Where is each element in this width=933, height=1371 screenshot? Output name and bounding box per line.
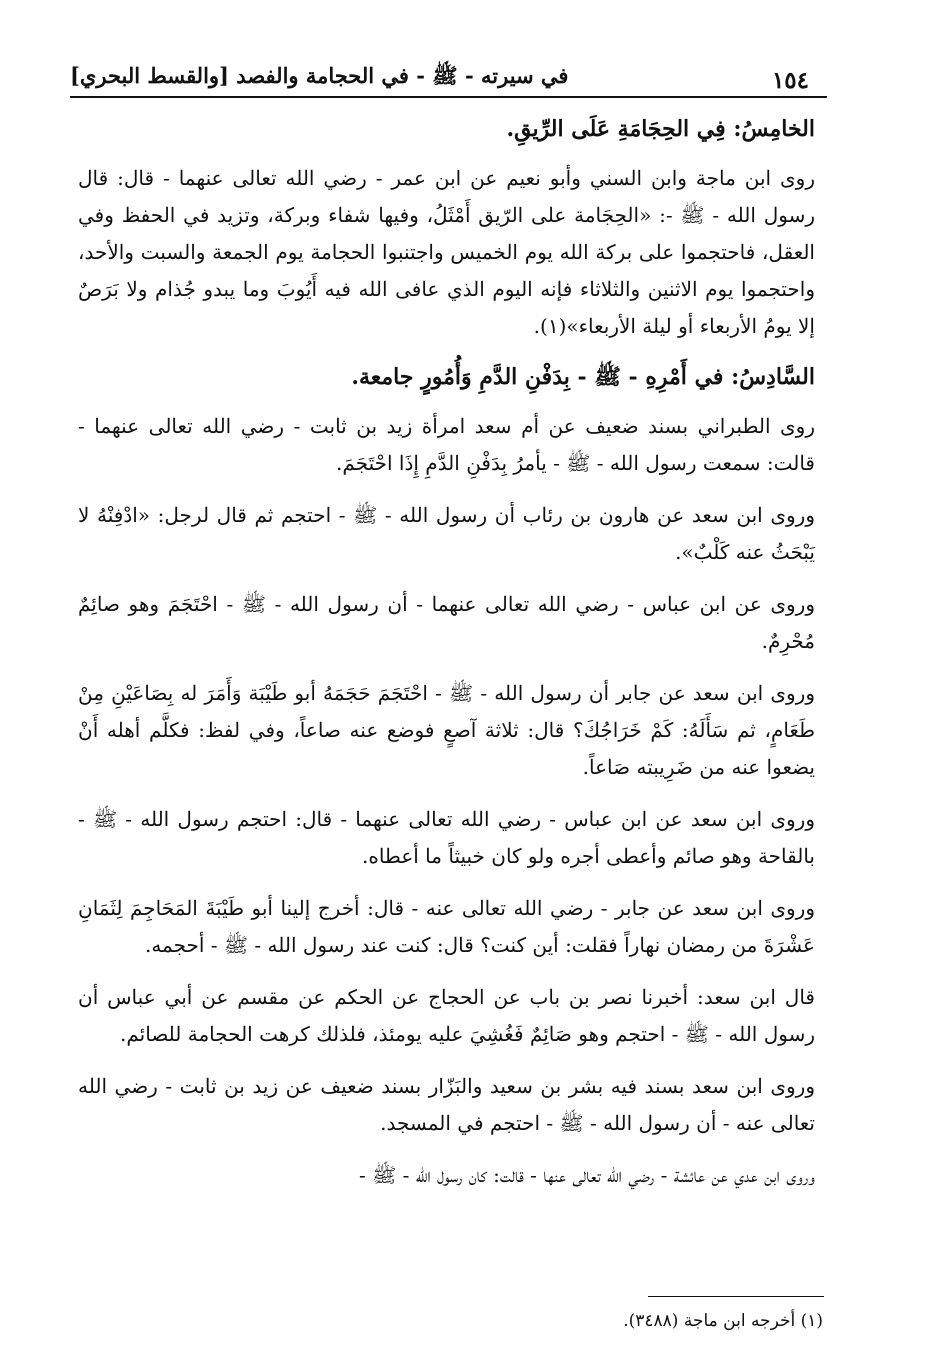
running-title: في سيرته - ﷺ - في الحجامة والفصد [والقسط البحري] bbox=[70, 63, 569, 88]
page-number: ١٥٤ bbox=[771, 67, 809, 94]
paragraph: قال ابن سعد: أخبرنا نصر بن باب عن الحجاج عن الحكم عن مقسم عن أبي عباس أن رسول الله - ﷺ - احتجم وهو صَائِمٌ فَغُشِيَ عليه يومئذ، فلذلك كرهت الحجامة للصائم. bbox=[78, 985, 815, 1046]
paragraph: روى ابن ماجة وابن السني وأبو نعيم عن ابن عمر - رضي الله تعالى عنهما - قال: قال رسول الله - ﷺ -: «الحِجَامة على الرّيق أَمْثَلُ، وفيها شفاء وبركة، وتزيد في الحفظ وفي العقل، فاحتجموا على بركة الله يوم الخميس واجتنبوا الحجامة يوم الجمعة والسبت والأحد، واحتجموا يوم الاثنين والثلاثاء فإنه اليوم الذي عافى الله فيه أَيُوبَ وما يبدو جُذام ولا بَرَصٌ إلا يومُ الأربعاء أو ليلة الأربعاء»(١). bbox=[78, 166, 815, 338]
paragraph: وروى عن ابن عباس - رضي الله تعالى عنهما - أن رسول الله - ﷺ - احْتَجَمَ وهو صائِمٌ مُحْرِمٌ. bbox=[78, 592, 815, 653]
paragraph: وروى ابن سعد بسند فيه بشر بن سعيد والبَزّار بسند ضعيف عن زيد بن ثابت - رضي الله تعالى عنه - أن رسول الله - ﷺ - احتجم في المسجد. bbox=[78, 1074, 815, 1135]
footnote-rule bbox=[648, 1296, 824, 1297]
page-header bbox=[70, 54, 823, 94]
paragraph: وروى ابن سعد عن جابر - رضي الله تعالى عنه - قال: أخرج إلينا أبو طَيْبَةَ المَحَاجِمَ لِثَمَانِ عَشْرَةَ من رمضان نهاراً فقلت: أين كنت؟ قال: كنت عند رسول الله - ﷺ - أحجمه. bbox=[78, 896, 816, 957]
section-heading-sixth: السَّادِسُ: في أَمْرِهِ - ﷺ - بِدَفْنِ الدَّمِ وَأُمُورٍ جامعة. bbox=[351, 364, 815, 390]
paragraph: وروى ابن سعد عن جابر أن رسول الله - ﷺ - احْتَجَمَ حَجَمَهُ أبو طَيْبَة وَأَمَرَ له بِصَاعَيْنِ مِنْ طَعَامٍ، ثم سَأَلَهُ: كَمْ خَرَاجُكَ؟ قال: ثلاثة آصعٍ فوضع عنه صاعاً، وفي لفظ: فكلَّم أهله أَنْ يضعوا عنه من ضَرِيبته صَاعاً. bbox=[78, 681, 815, 779]
main-text bbox=[78, 100, 815, 1209]
header-rule bbox=[70, 96, 827, 98]
section-heading-fifth: الخامِسُ: فِي الحِجَامَةِ عَلَى الرِّيقِ. bbox=[506, 116, 815, 142]
paragraph: روى الطبراني بسند ضعيف عن أم سعد امرأة زيد بن ثابت - رضي الله تعالى عنهما - قالت: سمعت رسول الله - ﷺ - يأمرُ بِدَفْنِ الدَّمِ إِذَا احْتَجَمَ. bbox=[78, 414, 815, 475]
paragraph: وروى ابن عدي عن عائشة - رضي الله تعالى عنها - قالت: كان رسول الله - ﷺ - bbox=[359, 1163, 815, 1187]
footnote: (١) أخرجه ابن ماجة (٣٤٨٨). bbox=[623, 1311, 823, 1331]
paragraph: وروى ابن سعد عن ابن عباس - رضي الله تعالى عنهما - قال: احتجم رسول الله - ﷺ - بالقاحة وهو صائم وأعطى أجره ولو كان خبيثاً ما أعطاه. bbox=[78, 807, 815, 868]
paragraph: وروى ابن سعد عن هارون بن رئاب أن رسول الله - ﷺ - احتجم ثم قال لرجل: «ادْفِنْهُ لا يَبْحَثُ عنه كَلْبٌ». bbox=[78, 503, 815, 564]
